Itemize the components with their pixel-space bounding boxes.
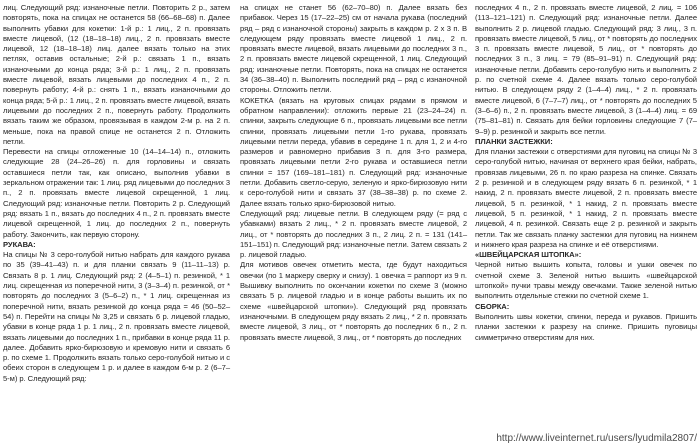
text-column-2 bbox=[240, 3, 467, 343]
paragraph: Следующий ряд: лицевые петли. В следующем ряду (= ряд с убавками) вязать 2 лиц., * 2 п. провязать вместе лицевой, 2 лиц., от * повторять до последних 3 п., 2 лиц. 2 п. = 131 (141–151–151) п. Следующий ряд: изнаночные петли. Затем связать 2 р. лицевой гладью. bbox=[240, 208, 467, 260]
paragraph-yoke: КОКЕТКА (вязать на круговых спицах рядами в прямом и обратном направлении): отложить первые 21 (23–24–24) п. спинки, закрыть следующие 6 п., провязать лицевыми все петли спинки, провязать лицевыми петли 1-го рукава, провязать лицевыми петли переда, убавив в середине 1 п. для 1, 2 и 4-го размеров и равномерно прибавив 3 п. для 3-го размера, провязать лицевыми петли 2-го рукава и оставшиеся петли спинки = 157 (169–181–181) п. Следующий ряд: изнаночные петли. Добавить светло-серую, зеленую и ярко-бирюзовую нити к серо-голубой нити и связать 37 (38–38–38) р. по схеме 2. Далее вязать только ярко-бирюзовой нитью. bbox=[240, 95, 467, 208]
paragraph: Черной нитью вышить копыта, головы и ушки овечек по счетной схеме 3. Зеленой нитью вышить «швейцарской штопкой» пучки травы между овечками. Также зеленой нитью выполнить отдельные стежки по счетной схеме 1. bbox=[475, 260, 697, 301]
paragraph: Перевести на спицы отложенные 10 (14–14–14) п., отложить следующие 28 (24–26–26) п. для горловины и связать оставшиеся петли так, как описано, выполнив убавки в зеркальном отражении так: 1 лиц. ряд лицевыми до последних 3 п., 2 п. провязать вместе лицевой скрещенной, 1 лиц. Следующий ряд: изнаночные петли. Повторить 2 р. Следующий ряд: вязать 1 п., вязать до последних 4 п., 2 п. провязать вместе лицевой скрещенной, 1 лиц. до последних 2 п., повернуть работу. Закончить, как первую сторону. bbox=[3, 147, 230, 239]
section-heading-assembly: СБОРКА: bbox=[475, 301, 510, 311]
paragraph: Для планки застежки с отверстиями для пуговиц на спицы № 3 серо-голубой нитью, начиная от верхнего края бейки, набрать, провязав лицевыми, 26 п. по краю разреза на спинке. Связать 2 р. резинкой и в следующем ряду вязать 6 п. резинкой, * 1 накид, 2 п. провязать вместе лицевой, 2 п. провязать вместе лицевой, 5 п. резинкой, * 1 накид, 2 п. провязать вместе лицевой, 5 п. резинкой, * 1 накид, 2 п. провязать вместе лицевой, 4 п. резинкой. Связать еще 2 р. резинкой и закрыть петли. Так же связать планку застежки для пуговиц на нижнем и нижнего края разреза на спинке и её отверстиями. bbox=[475, 147, 697, 249]
section-heading-placket: ПЛАНКИ ЗАСТЕЖКИ: bbox=[475, 136, 553, 146]
section-heading-sleeves: РУКАВА: bbox=[3, 239, 36, 249]
paragraph-sheep-motifs: Для мотивов овечек отметить места, где будут находиться овечки (по 1 маркеру сверху и снизу). 1 овечка = раппорт из 9 п. Вышивку выполнить по окончании кокетки по схеме 3 (можно связать 5 р. лицевой гладью и в конце работы вышить их по схеме «швейцарской штопки»). Следующий ряд провязать изнаночными. В следующем ряду вязать 2 лиц., * 2 п. провязать вместе лицевой, 3 лиц., от * повторять до последних 6 п., 2 п. провязать вместе лицевой, 3 лиц., от * повторять до последних bbox=[240, 260, 467, 342]
text-column-1 bbox=[3, 3, 230, 384]
paragraph: лиц. Следующий ряд: изнаночные петли. Повторить 2 р., затем повторять, пока на спицах не останется 58 (66–68–68) п. Далее выполнить убавки для кокетки: 1-й р.: 1 лиц., 2 п. провязать вместе лицевой, (12 (18–18–18) лиц., 2 п. провязать вместе лицевой, 12 (18–18–18) лиц. далее вязать только на этих петлях, оставив остальные; 2-й р.: связать 1 п., вязать изнаночными до конца ряда; 3-й р.: 1 лиц., 2 п. провязать вместе лицевой, вязать лицевыми до последних 4 п., 2 п. повернуть работу; 4-й р.: снять 1 п., вязать изнаночными до конца ряда; 5-й р.: 1 лиц., 2 п. провязать вместе лицевой, вязать лицевыми до последних 2 п., повернуть работу. Продолжить вязать таким же образом, провязывая в каждом 2-м р. на 2 п. меньше, пока на правой спице не останется 2 п. Отложить петли. bbox=[3, 3, 230, 146]
section-heading-swiss-darning: «ШВЕЙЦАРСКАЯ ШТОПКА»: bbox=[475, 250, 582, 260]
paragraph: На спицы № 3 серо-голубой нитью набрать для каждого рукава по 35 (39–41–43) п. и для планки связать 9 (11–11–13) р. Связать 8 р. 1 лиц. Следующий ряд: 2 (4–5–1) п. резинкой, * 1 лиц. скрещенная из поперечной нити, 3 (3–3–4) п. резинкой, от * повторять до последних 3 (5–6–2) п., * 1 лиц. скрещенная из поперечной нити, вязать резинкой до конца ряда = 46 (50–52–54) п. Перейти на спицы № 3,25 и связать 6 р. лицевой гладью, убавки в конце ряда 1 р. 1 лиц., 2 п. провязать вместе лицевой, вязать лицевыми до последних 1 п., прибавки в конце ряда 11 р. далее. Добавить ярко-бирюзовую и кремовую нити и связать 6 р. по схеме 1. Продолжить вязать только серо-голубой нитью и с обеих сторон в следующем 1 р. и далее в каждом 6-м р. 2 (6–7–5-м) р. Следующий ряд: bbox=[3, 250, 230, 383]
paragraph: Выполнить швы кокетки, спинки, переда и рукавов. Пришить планки застежки к разрезу на спинке. Пришить пуговицы симметрично отверстиям для них. bbox=[475, 311, 697, 342]
text-column-3 bbox=[475, 3, 697, 343]
paragraph: последних 4 п., 2 п. провязать вместе лицевой, 2 лиц. = 106 (113–121–121) п. Следующий ряд: изнаночные петли. Далее выполнить 2 р. лицевой гладью. Следующий ряд: 3 лиц., 3 п. провязать вместе лицевой, 5 лиц., от * повторять до последних 3 п. провязать вместе лицевой, 5 лиц., от * повторять до последних 3 п., 3 лиц. = 79 (85–91–91) п. Следующий ряд: изнаночные петли. Добавить серо-голубую нить и выполнить 2 р. по счетной схеме 4. Далее вязать только серо-голубой нитью. В следующем ряду 2 (1–4–4) лиц., * 2 п. провязать вместе лицевой, 6 (7–7–7) лиц., от * повторять до последних 5 (3–6–6) п., 2 п. провязать вместе лицевой, 3 (1–4–4) лиц. = 69 (75–81–81) п. Связать для бейки горловины следующие 7 (7–9–9) р. резинкой и закрыть все петли. bbox=[475, 3, 697, 136]
watermark-url: http://www.liveinternet.ru/users/lyudmila2807/ bbox=[493, 433, 697, 444]
paragraph: на спицах не станет 56 (62–70–80) п. Далее вязать без прибавок. Через 15 (17–22–25) см от начала рукава (последний ряд – ряд с изнаночной стороны) закрыть в каждом р. 2 х 3 п. В следующем ряду провязать вместе лицевой 1 лиц., 2 п. провязать вместе лицевой, вязать лицевыми до последних 3 п., 2 п. провязать вместе лицевой скрещенной, 1 лиц. Следующий ряд: изнаночные петли. Повторять, пока на спицах не останется 34 (36–38–40) п. Выполнить последний ряд – ряд с изнаночной стороны. Отложить петли. bbox=[240, 3, 467, 95]
